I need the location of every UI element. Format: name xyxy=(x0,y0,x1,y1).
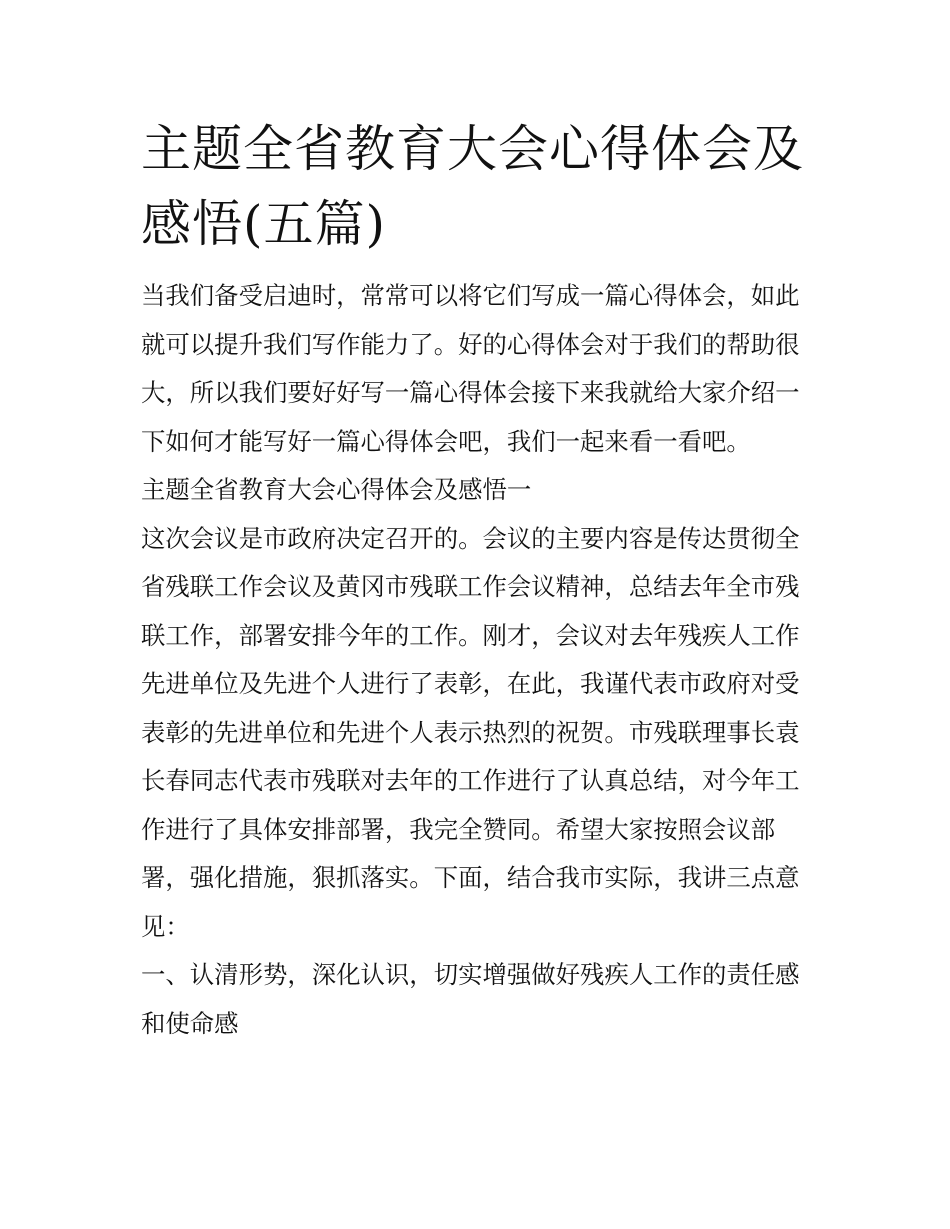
body-line: 表彰的先进单位和先进个人表示热烈的祝贺。市残联理事长袁 xyxy=(141,717,800,747)
document-page xyxy=(141,112,813,1048)
body-paragraph xyxy=(141,515,813,952)
body-line: 这次会议是市政府决定召开的。会议的主要内容是传达贯彻全 xyxy=(141,523,800,553)
section-heading: 主题全省教育大会心得体会及感悟一 xyxy=(141,475,532,504)
title-line-2: 感悟(五篇) xyxy=(141,195,387,253)
intro-paragraph xyxy=(141,272,813,466)
point-line: 和使命感 xyxy=(141,1008,239,1038)
intro-line: 大，所以我们要好好写一篇心得体会接下来我就给大家介绍一 xyxy=(141,378,800,407)
intro-line: 就可以提升我们写作能力了。好的心得体会对于我们的帮助很 xyxy=(141,329,800,359)
body-line: 联工作，部署安排今年的工作。刚才，会议对去年残疾人工作 xyxy=(141,620,800,650)
body-line: 省残联工作会议及黄冈市残联工作会议精神，总结去年全市残 xyxy=(141,572,800,601)
title-line-1: 主题全省教育大会心得体会及 xyxy=(141,120,804,178)
intro-line: 当我们备受启迪时，常常可以将它们写成一篇心得体会，如此 xyxy=(141,281,800,310)
body-line: 先进单位及先进个人进行了表彰，在此，我谨代表市政府对受 xyxy=(141,669,800,698)
body-line: 署，强化措施，狠抓落实。下面，结合我市实际，我讲三点意 xyxy=(141,863,800,892)
point-line: 一、认清形势，深化认识，切实增强做好残疾人工作的责任感 xyxy=(141,960,800,989)
document-title xyxy=(141,112,813,262)
body-line: 长春同志代表市残联对去年的工作进行了认真总结，对今年工 xyxy=(141,766,800,795)
intro-line: 下如何才能写好一篇心得体会吧，我们一起来看一看吧。 xyxy=(141,426,751,456)
point-heading xyxy=(141,951,813,1048)
body-line: 作进行了具体安排部署，我完全赞同。希望大家按照会议部 xyxy=(141,814,776,844)
body-line: 见： xyxy=(141,911,190,941)
